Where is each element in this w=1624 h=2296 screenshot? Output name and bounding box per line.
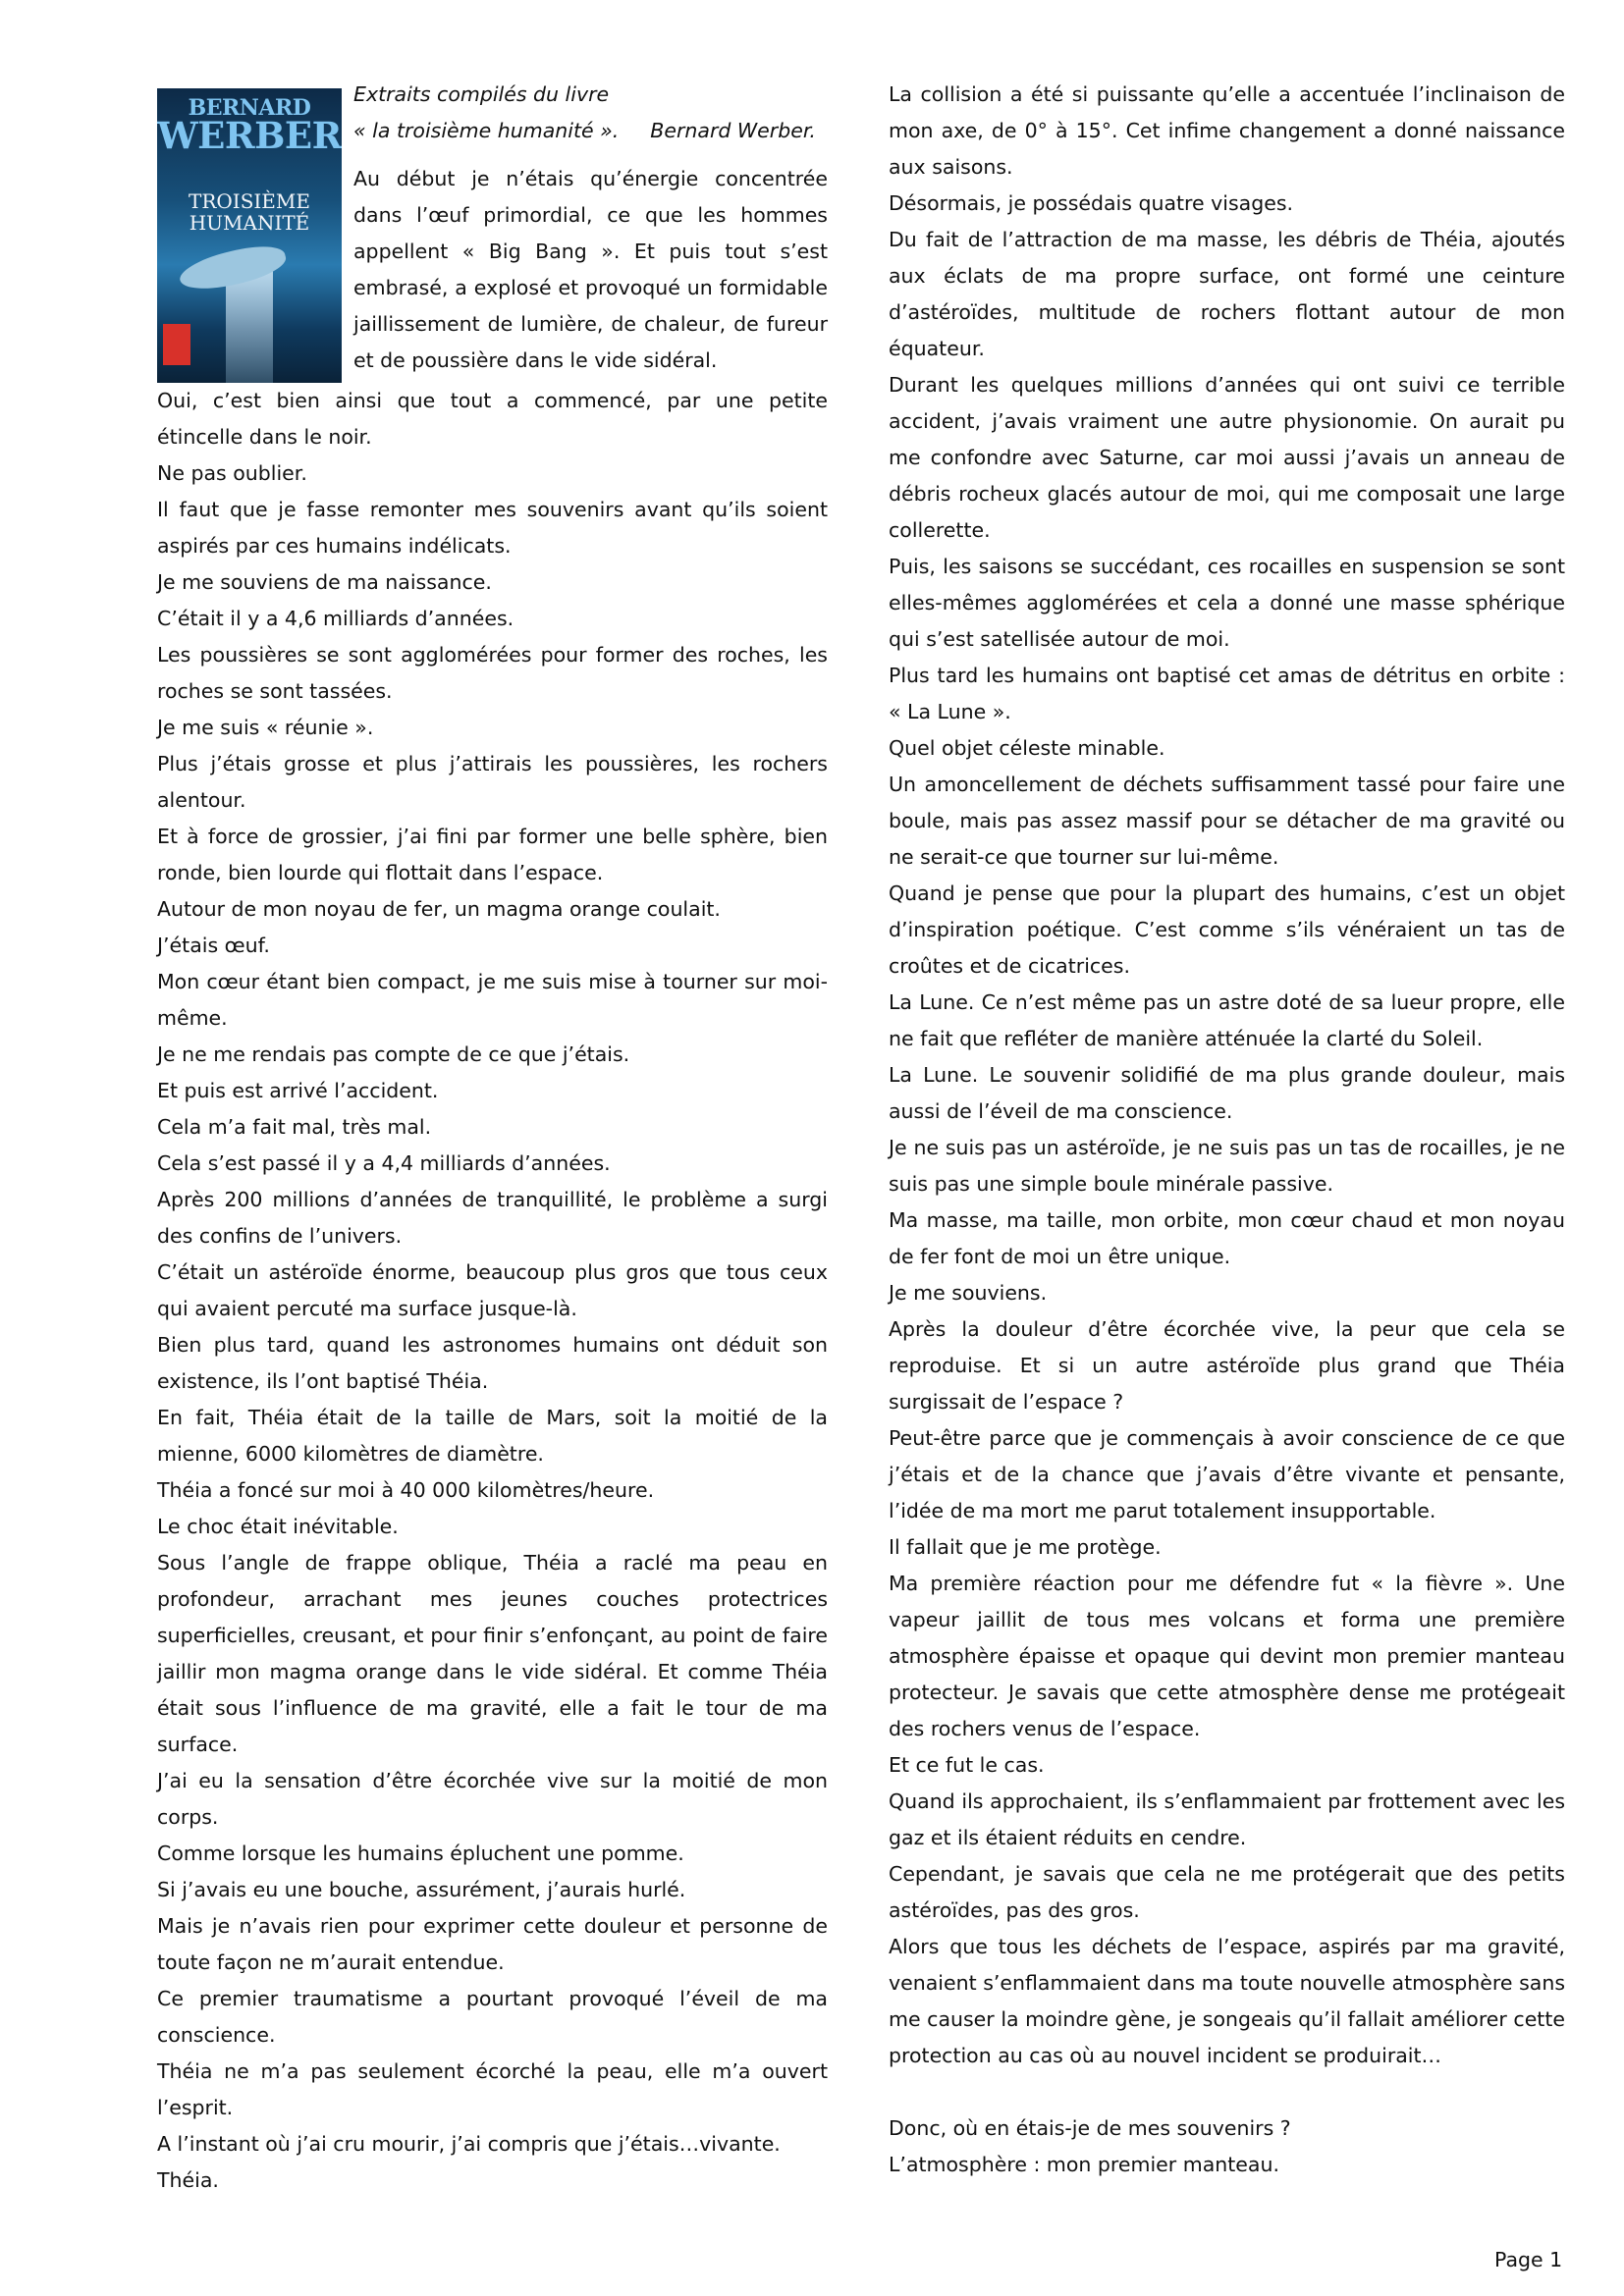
page-number: Page 1 bbox=[1494, 2248, 1563, 2271]
paragraph: Un amoncellement de déchets suffisamment tassé pour faire une boule, mais pas assez massif pour se détacher de ma gravité ou ne serait-ce que tourner sur lui-même. bbox=[889, 773, 1565, 869]
paragraph: Il fallait que je me protège. bbox=[889, 1535, 1162, 1559]
paragraph: Et à force de grossier, j’ai fini par former une belle sphère, bien ronde, bien lourde qui flottait dans l’espace. bbox=[157, 825, 828, 884]
paragraph: Donc, où en étais-je de mes souvenirs ? bbox=[889, 2116, 1291, 2140]
paragraph: Si j’avais eu une bouche, assurément, j’aurais hurlé. bbox=[157, 1878, 686, 1901]
paragraph: Autour de mon noyau de fer, un magma orange coulait. bbox=[157, 897, 721, 921]
paragraph: Quand je pense que pour la plupart des humains, c’est un objet d’inspiration poétique. C’est comme s’ils vénéraient un tas de croûtes et de cicatrices. bbox=[889, 881, 1565, 978]
cover-title bbox=[157, 190, 342, 234]
paragraph: Je me souviens de ma naissance. bbox=[157, 570, 492, 594]
paragraph: C’était un astéroïde énorme, beaucoup plus gros que tous ceux qui avaient percuté ma surface jusque-là. bbox=[157, 1260, 828, 1320]
paragraph: Théia a foncé sur moi à 40 000 kilomètres/heure. bbox=[157, 1478, 655, 1502]
paragraph: Ma masse, ma taille, mon orbite, mon cœur chaud et mon noyau de fer font de moi un être unique. bbox=[889, 1208, 1565, 1268]
paragraph: Bien plus tard, quand les astronomes humains ont déduit son existence, ils l’ont baptisé Théia. bbox=[157, 1333, 828, 1393]
cover-author-first: BERNARD bbox=[188, 95, 311, 121]
paragraph: La Lune. Le souvenir solidifié de ma plus grande douleur, mais aussi de l’éveil de ma conscience. bbox=[889, 1063, 1565, 1123]
paragraph: Mon cœur étant bien compact, je me suis mise à tourner sur moi-même. bbox=[157, 970, 828, 1030]
paragraph: Il faut que je fasse remonter mes souvenirs avant qu’ils soient aspirés par ces humains indélicats. bbox=[157, 498, 828, 558]
paragraph: Ce premier traumatisme a pourtant provoqué l’éveil de ma conscience. bbox=[157, 1987, 828, 2047]
right-body bbox=[889, 77, 1565, 2074]
paragraph: Cela s’est passé il y a 4,4 milliards d’années. bbox=[157, 1151, 611, 1175]
header-block bbox=[157, 77, 828, 383]
left-column bbox=[157, 77, 828, 2199]
paragraph: Oui, c’est bien ainsi que tout a commencé, par une petite étincelle dans le noir. bbox=[157, 389, 828, 449]
paragraph: Comme lorsque les humains épluchent une pomme. bbox=[157, 1842, 684, 1865]
paragraph: Désormais, je possédais quatre visages. bbox=[889, 191, 1294, 215]
paragraph: En fait, Théia était de la taille de Mars, soit la moitié de la mienne, 6000 kilomètres de diamètre. bbox=[157, 1406, 828, 1466]
paragraph: Le choc était inévitable. bbox=[157, 1515, 399, 1538]
paragraph: C’était il y a 4,6 milliards d’années. bbox=[157, 607, 514, 630]
paragraph: L’atmosphère : mon premier manteau. bbox=[889, 2153, 1279, 2176]
paragraph: Mais je n’avais rien pour exprimer cette douleur et personne de toute façon ne m’aurait entendue. bbox=[157, 1914, 828, 1974]
paragraph: Cela m’a fait mal, très mal. bbox=[157, 1115, 432, 1139]
right-column bbox=[889, 77, 1565, 2183]
paragraph: Quand ils approchaient, ils s’enflammaient par frottement avec les gaz et ils étaient réduits en cendre. bbox=[889, 1789, 1565, 1849]
paragraph-spacer bbox=[889, 2074, 1565, 2110]
paragraph: Plus j’étais grosse et plus j’attirais les poussières, les rochers alentour. bbox=[157, 752, 828, 812]
paragraph: J’ai eu la sensation d’être écorchée vive sur la moitié de mon corps. bbox=[157, 1769, 828, 1829]
publisher-logo bbox=[163, 324, 190, 365]
paragraph: Je me suis « réunie ». bbox=[157, 716, 374, 739]
paragraph: Et ce fut le cas. bbox=[889, 1753, 1045, 1777]
caption-author: Bernard Werber. bbox=[650, 119, 816, 142]
cover-title-line1: TROISIÈME bbox=[189, 189, 310, 213]
cover-author-last: WERBER bbox=[157, 114, 342, 157]
paragraph: Après la douleur d’être écorchée vive, la peur que cela se reproduise. Et si un autre astéroïde plus grand que Théia surgissait de l’espace ? bbox=[889, 1317, 1565, 1414]
paragraph: Je ne me rendais pas compte de ce que j’étais. bbox=[157, 1042, 630, 1066]
paragraph: Peut-être parce que je commençais à avoir conscience de ce que j’étais et de la chance que j’avais d’être vivante et pensante, l’idée de ma mort me parut totalement insupportable. bbox=[889, 1426, 1565, 1522]
paragraph: Théia ne m’a pas seulement écorché la peau, elle m’a ouvert l’esprit. bbox=[157, 2059, 828, 2119]
intro-block bbox=[353, 77, 828, 379]
cover-title-line2: HUMANITÉ bbox=[189, 211, 310, 235]
paragraph: Sous l’angle de frappe oblique, Théia a raclé ma peau en profondeur, arrachant mes jeunes couches protectrices superficielles, creusant, et pour finir s’enfonçant, au point de faire jaillir mon magma orange dans le vide sidéral. Et comme Théia était sous l’influence de ma gravité, elle a fait le tour de ma surface. bbox=[157, 1551, 828, 1756]
paragraph: A l’instant où j’ai cru mourir, j’ai compris que j’étais…vivante. bbox=[157, 2132, 781, 2156]
paragraph: Cependant, je savais que cela ne me protégerait que des petits astéroïdes, pas des gros. bbox=[889, 1862, 1565, 1922]
book-cover-image bbox=[157, 88, 342, 383]
paragraph: Ma première réaction pour me défendre fut « la fièvre ». Une vapeur jaillit de tous mes volcans et forma une première atmosphère épaisse et opaque qui devint mon premier manteau protecteur. Je savais que cette atmosphère dense me protégeait des rochers venus de l’espace. bbox=[889, 1572, 1565, 1740]
paragraph: J’étais œuf. bbox=[157, 934, 270, 957]
paragraph: Ne pas oublier. bbox=[157, 461, 307, 485]
caption-line1: Extraits compilés du livre bbox=[353, 82, 610, 106]
paragraph: Du fait de l’attraction de ma masse, les débris de Théia, ajoutés aux éclats de ma propre surface, ont formé une ceinture d’astéroïdes, multitude de rochers flottant autour de mon équateur. bbox=[889, 228, 1565, 360]
paragraph: Après 200 millions d’années de tranquillité, le problème a surgi des confins de l’univers. bbox=[157, 1188, 828, 1248]
caption-book-title: « la troisième humanité ». bbox=[353, 119, 620, 142]
intro-paragraph: Au début je n’étais qu’énergie concentrée dans l’œuf primordial, ce que les hommes appellent « Big Bang ». Et puis tout s’est embrasé, a explosé et provoqué un formidable jaillissement de lumière, de chaleur, de fureur et de poussière dans le vide sidéral. bbox=[353, 167, 828, 372]
paragraph: Quel objet céleste minable. bbox=[889, 736, 1165, 760]
paragraph: Alors que tous les déchets de l’espace, aspirés par ma gravité, venaient s’enflammaient dans ma toute nouvelle atmosphère sans me causer la moindre gène, je songeais qu’il fallait améliorer cette protection au cas où au nouvel incident se produirait… bbox=[889, 1935, 1565, 2067]
paragraph: La collision a été si puissante qu’elle a accentuée l’inclinaison de mon axe, de 0° à 15°. Cet infime changement a donné naissance aux saisons. bbox=[889, 82, 1565, 179]
caption-line2 bbox=[353, 113, 828, 149]
left-body bbox=[157, 383, 828, 2199]
right-closing bbox=[889, 2110, 1565, 2183]
paragraph: Puis, les saisons se succédant, ces rocailles en suspension se sont elles-mêmes agglomérées et cela a donné une masse sphérique qui s’est satellisée autour de moi. bbox=[889, 555, 1565, 651]
paragraph: Je me souviens. bbox=[889, 1281, 1048, 1305]
paragraph: Et puis est arrivé l’accident. bbox=[157, 1079, 439, 1102]
paragraph: Durant les quelques millions d’années qui ont suivi ce terrible accident, j’avais vraiment une autre physionomie. On aurait pu me confondre avec Saturne, car moi aussi j’avais un anneau de débris rocheux glacés autour de moi, qui me composait une large collerette. bbox=[889, 373, 1565, 542]
paragraph: Théia. bbox=[157, 2168, 219, 2192]
paragraph: Les poussières se sont agglomérées pour former des roches, les roches se sont tassées. bbox=[157, 643, 828, 703]
paragraph: La Lune. Ce n’est même pas un astre doté de sa lueur propre, elle ne fait que refléter de manière atténuée la clarté du Soleil. bbox=[889, 990, 1565, 1050]
paragraph: Je ne suis pas un astéroïde, je ne suis pas un tas de rocailles, je ne suis pas une simple boule minérale passive. bbox=[889, 1136, 1565, 1196]
paragraph: Plus tard les humains ont baptisé cet amas de détritus en orbite : « La Lune ». bbox=[889, 664, 1565, 723]
